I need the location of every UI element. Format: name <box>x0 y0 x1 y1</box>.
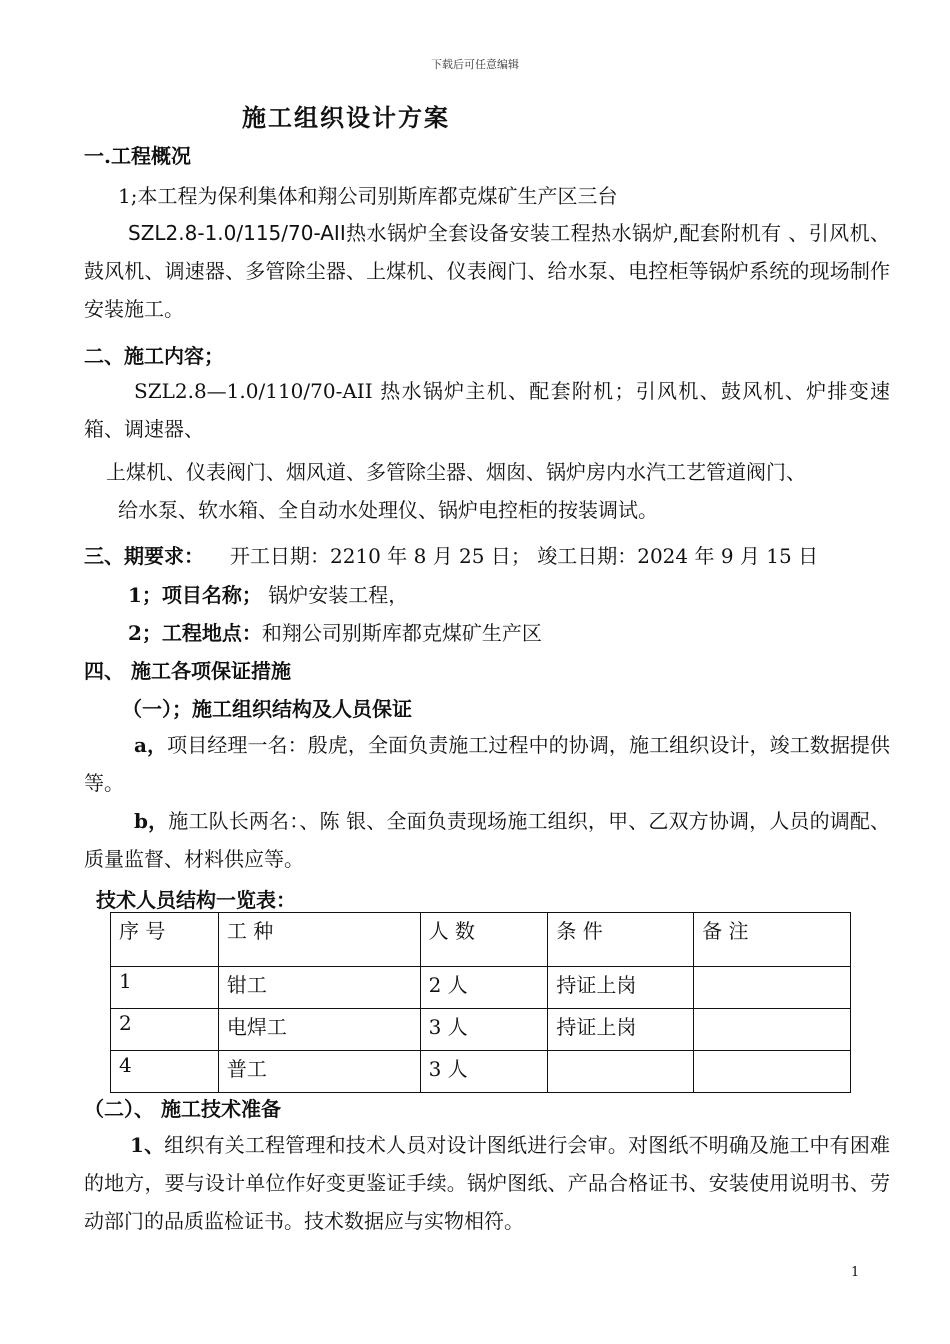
table-cell: 电焊工 <box>218 1009 420 1051</box>
subsection2-heading: （二）、 施工技术准备 <box>84 1097 281 1121</box>
item-a-text: 项目经理一名：殷虎，全面负责施工过程中的协调，施工组织设计，竣工数据提供等。 <box>84 733 890 795</box>
project-name-label: 1；项目名称； <box>128 583 262 607</box>
table-header-cell: 人 数 <box>420 913 548 967</box>
table-row <box>111 967 851 1009</box>
table-header-cell: 工 种 <box>218 913 420 967</box>
section2-line2: 上煤机、仪表阀门、烟风道、多管除尘器、烟囱、锅炉房内水汽工艺管道阀门、 <box>106 460 806 484</box>
table-cell: 持证上岗 <box>548 967 694 1009</box>
section2-paragraph <box>84 372 890 448</box>
table-header-cell: 序 号 <box>111 913 219 967</box>
item-1-label: 1、 <box>130 1133 165 1157</box>
item-b-label: b， <box>134 809 169 833</box>
table-cell: 4 <box>111 1051 219 1093</box>
item-a-paragraph <box>84 726 890 802</box>
project-location-line <box>128 617 542 646</box>
technical-staff-table <box>110 912 851 1093</box>
item-b-text: 施工队长两名：、陈 银、全面负责现场施工组织，甲、乙双方协调，人员的调配、质量监督、材料供应等。 <box>84 809 891 871</box>
item-1-paragraph <box>84 1126 890 1240</box>
page-number: 1 <box>851 1265 860 1280</box>
table-cell: 3 人 <box>420 1051 548 1093</box>
page-title: 施工组织设计方案 <box>242 103 450 132</box>
table-cell: 2 人 <box>420 967 548 1009</box>
schedule-dates: 开工日期：2210 年 8 月 25 日； 竣工日期：2024 年 9 月 15 日 <box>230 544 819 568</box>
table-cell <box>694 967 851 1009</box>
table-header-cell: 条 件 <box>548 913 694 967</box>
table-cell <box>548 1051 694 1093</box>
boiler-model: SZL2.8-1.0/115/70-AII <box>128 221 346 245</box>
table-title: 技术人员结构一览表： <box>96 888 296 912</box>
project-name-line <box>128 579 408 608</box>
section1-paragraph <box>84 214 890 328</box>
section1-line1: 1;本工程为保利集体和翔公司别斯库都克煤矿生产区三台 <box>118 184 618 208</box>
project-name-value: 锅炉安装工程， <box>268 583 409 607</box>
table-cell: 钳工 <box>218 967 420 1009</box>
table-cell: 1 <box>111 967 219 1009</box>
section4-heading: 四、 施工各项保证措施 <box>84 659 291 683</box>
section2-heading: 二、施工内容； <box>84 344 224 368</box>
section2-paragraph-text: SZL2.8—1.0/110/70-AII 热水锅炉主机、配套附机；引风机、鼓风机、炉排变速箱、调速器、 <box>84 379 890 441</box>
table-row <box>111 1009 851 1051</box>
table-cell <box>694 1051 851 1093</box>
section3-heading: 三、期要求： <box>84 544 204 568</box>
table-header-cell: 备 注 <box>694 913 851 967</box>
section2-line3: 给水泵、软水箱、全自动水处理仪、锅炉电控柜的按装调试。 <box>118 498 658 522</box>
table-cell: 持证上岗 <box>548 1009 694 1051</box>
item-a-label: a， <box>134 733 168 757</box>
item-1-text: 组织有关工程管理和技术人员对设计图纸进行会审。对图纸不明确及施工中有困难的地方，要与设计单位作好变更鉴证手续。锅炉图纸、产品合格证书、安装使用说明书、劳动部门的品质监检证书。技术数据应与实物相符。 <box>84 1133 890 1233</box>
table-cell: 普工 <box>218 1051 420 1093</box>
item-b-paragraph <box>84 802 890 878</box>
header-note: 下载后可任意编辑 <box>431 58 519 71</box>
project-location-value: 和翔公司别斯库都克煤矿生产区 <box>261 621 542 645</box>
subsection1-heading: （一）；施工组织结构及人员保证 <box>122 697 412 721</box>
table-cell: 3 人 <box>420 1009 548 1051</box>
table-cell: 2 <box>111 1009 219 1051</box>
section1-heading: 一.工程概况 <box>84 144 191 168</box>
table-row <box>111 1051 851 1093</box>
project-location-label: 2；工程地点： <box>128 621 262 645</box>
table-cell <box>694 1009 851 1051</box>
table-header-row <box>111 913 851 967</box>
section1-paragraph-text: 热水锅炉全套设备安装工程热水锅炉,配套附机有 、引风机、 鼓风机、调速器、多管除尘器、上煤机、仪表阀门、给水泵、电控柜等锅炉系统的现场制作安装施工。 <box>84 221 890 321</box>
